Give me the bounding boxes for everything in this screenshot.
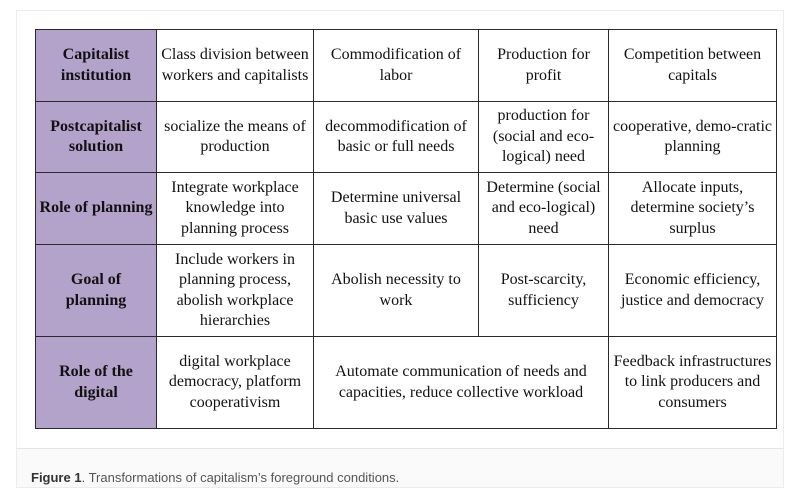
figure-image: [17, 11, 783, 449]
table-cell: Abolish necessity to work: [314, 245, 479, 337]
transformations-table: [35, 29, 777, 429]
table-cell: production for (social and eco-logical) need: [479, 102, 609, 173]
caption-text: . Transformations of capitalism’s foreground conditions.: [81, 470, 400, 485]
row-header: Goal of planning: [36, 245, 157, 337]
table-cell: Economic efficiency, justice and democracy: [609, 245, 777, 337]
table-row: [36, 245, 777, 337]
table-cell: decommodification of basic or full needs: [314, 102, 479, 173]
table-row: [36, 30, 777, 102]
table-cell: Include workers in planning process, abolish workplace hierarchies: [157, 245, 314, 337]
table-cell: Commodification of labor: [314, 30, 479, 102]
table-cell: Automate communication of needs and capacities, reduce collective workload: [314, 337, 609, 429]
row-header: Role of planning: [36, 173, 157, 245]
table-row: [36, 102, 777, 173]
table-cell: Determine (social and eco-logical) need: [479, 173, 609, 245]
figure-caption: [31, 470, 399, 485]
table-cell: Class division between workers and capitalists: [157, 30, 314, 102]
row-header: Postcapitalist solution: [36, 102, 157, 173]
caption-label: Figure 1: [31, 470, 82, 485]
table-row: [36, 173, 777, 245]
table-cell: Post-scarcity, sufficiency: [479, 245, 609, 337]
table-cell: socialize the means of production: [157, 102, 314, 173]
table-cell: Feedback infrastructures to link producers and consumers: [609, 337, 777, 429]
table-cell: cooperative, demo-cratic planning: [609, 102, 777, 173]
row-header: Role of the digital: [36, 337, 157, 429]
row-header: Capitalist institution: [36, 30, 157, 102]
figure-card: [16, 10, 784, 488]
table-row: [36, 337, 777, 429]
table-cell: Determine universal basic use values: [314, 173, 479, 245]
table-cell: digital workplace democracy, platform cooperativism: [157, 337, 314, 429]
table-cell: Production for profit: [479, 30, 609, 102]
table-cell: Allocate inputs, determine society’s surplus: [609, 173, 777, 245]
table-cell: Integrate workplace knowledge into planning process: [157, 173, 314, 245]
table-cell: Competition between capitals: [609, 30, 777, 102]
